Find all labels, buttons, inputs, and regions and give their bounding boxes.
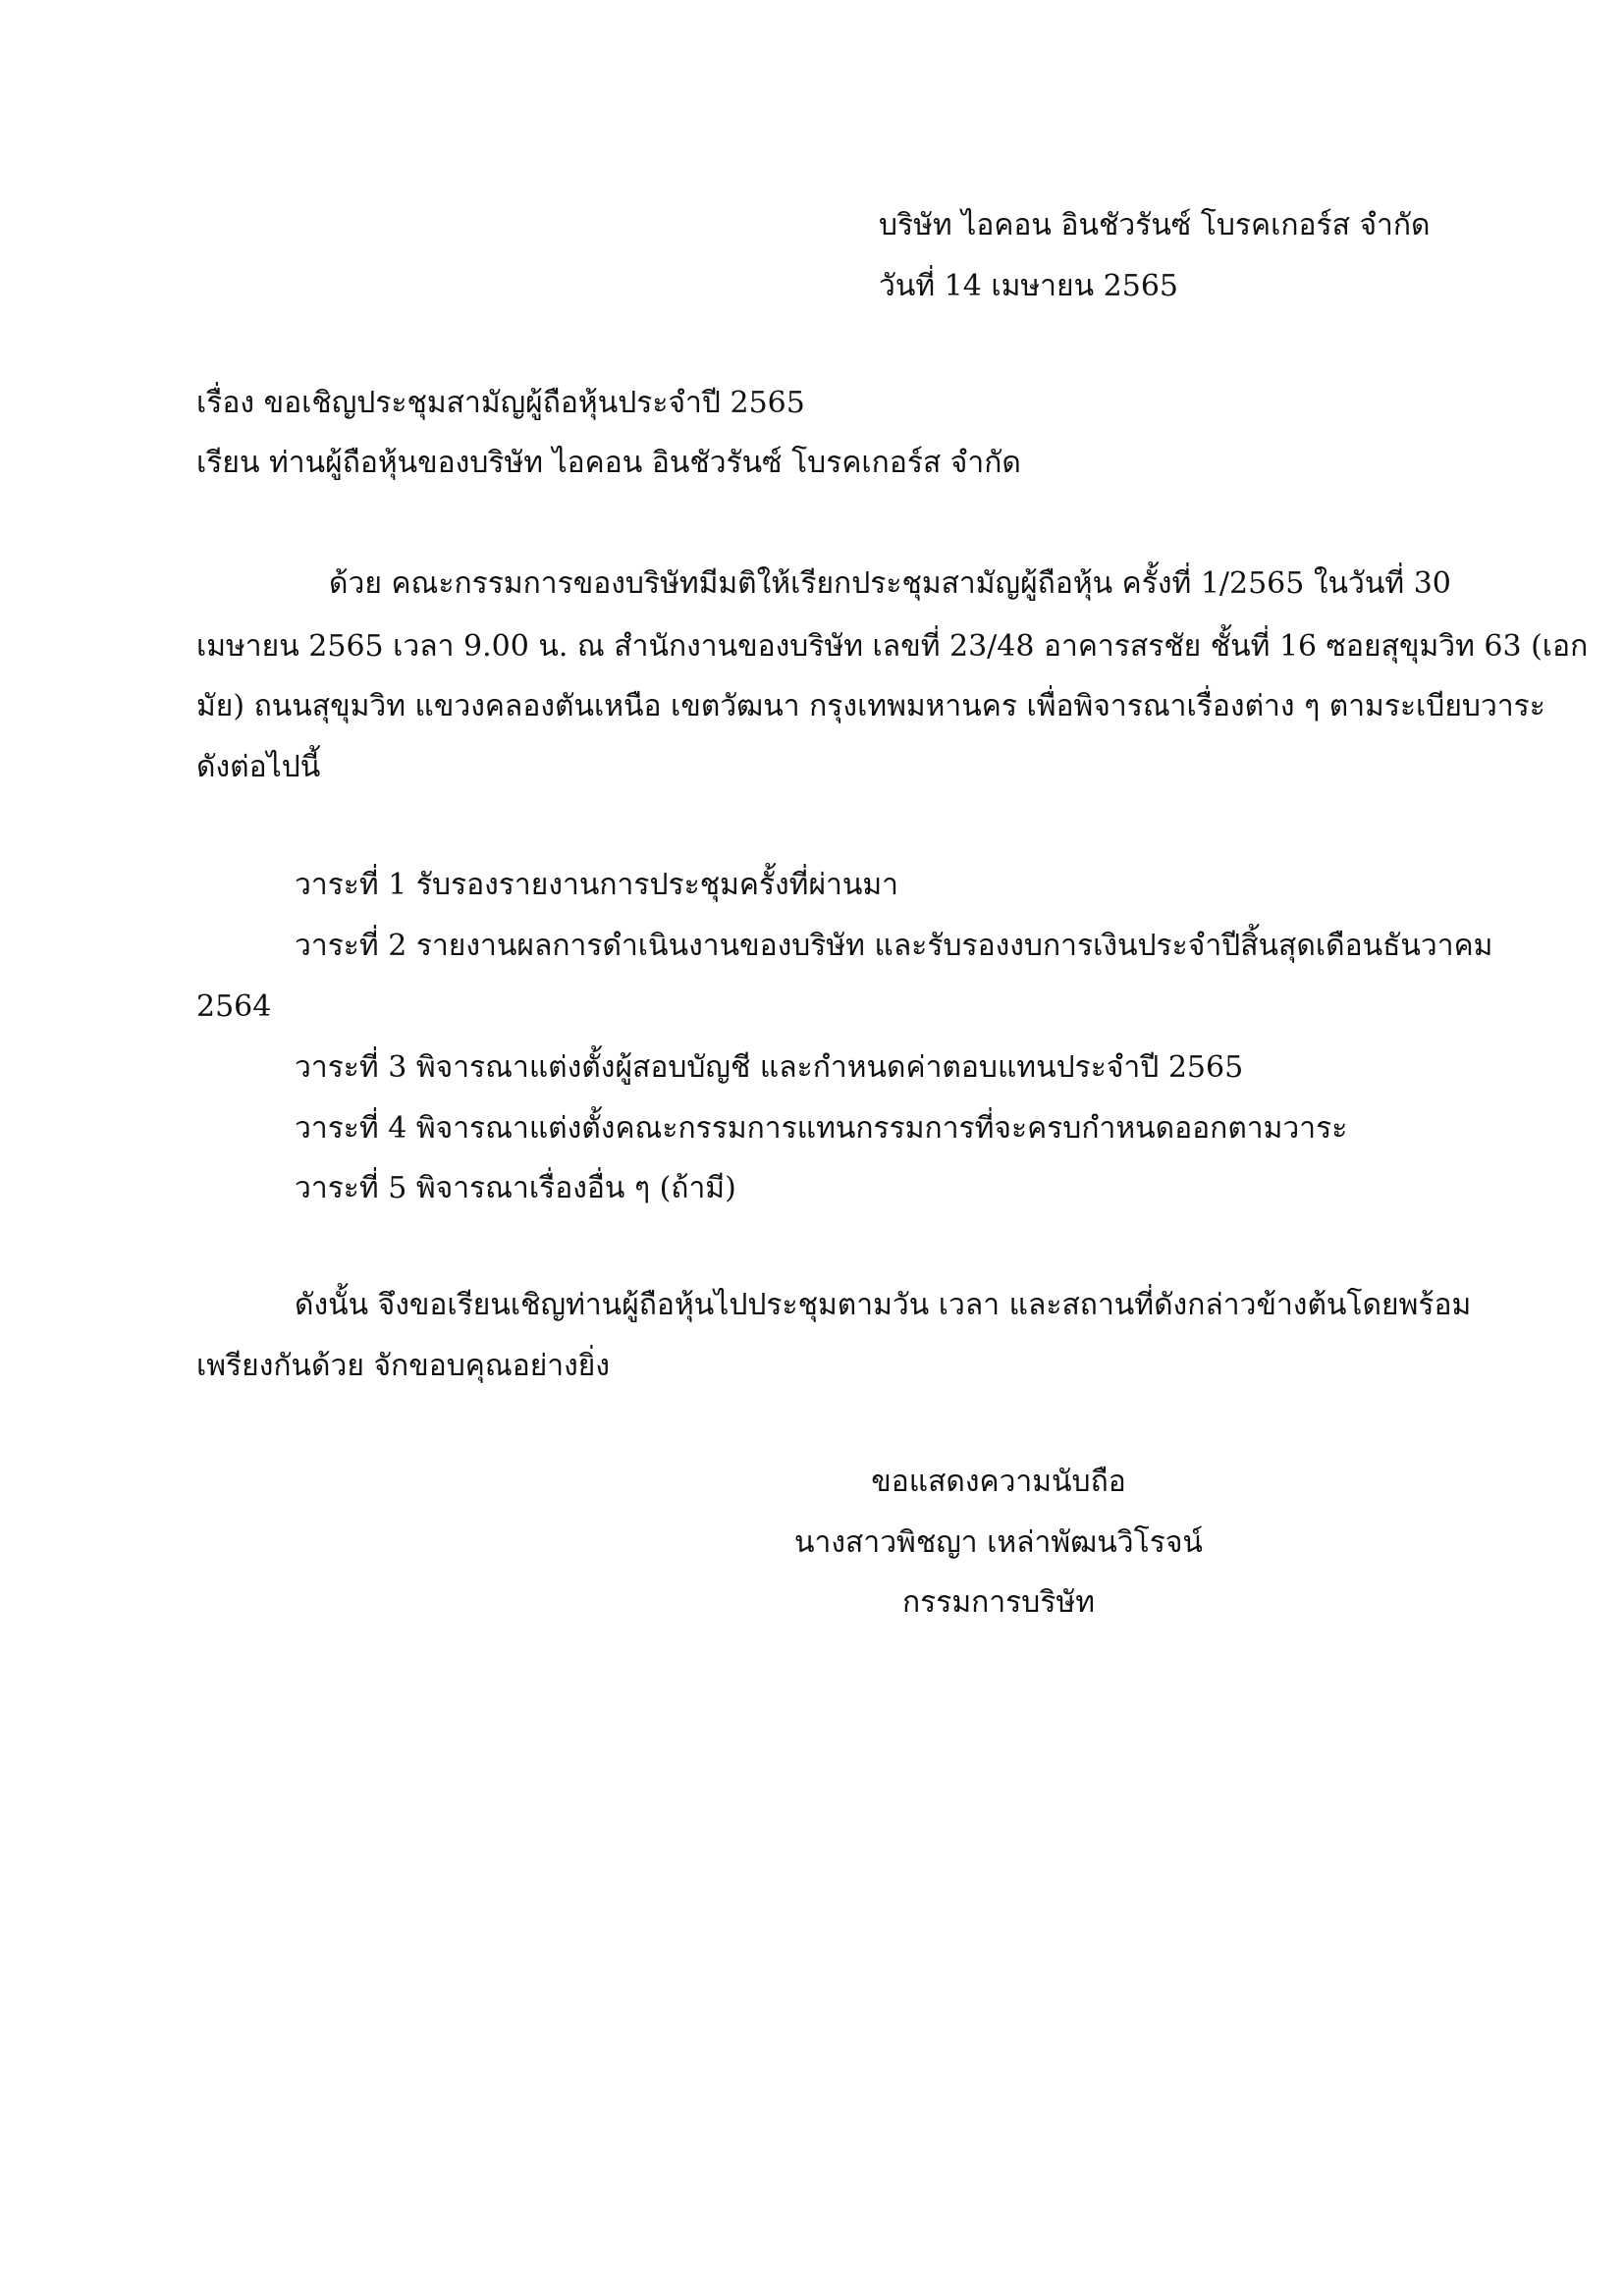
company-name-header: บริษัท ไอคอน อินชัวรันซ์ โบรคเกอร์ส จำกัด (879, 208, 1431, 242)
agenda-item-4: วาระที่ 4 พิจารณาแต่งตั้งคณะกรรมการแทนกรรมการที่จะครบกำหนดออกตามวาระ (295, 1111, 1348, 1146)
subject-line: เรื่อง ขอเชิญประชุมสามัญผู้ถือหุ้นประจำปี 2565 (196, 386, 805, 420)
agenda-item-1: วาระที่ 1 รับรองรายงานการประชุมครั้งที่ผ่านมา (295, 868, 899, 902)
body-paragraph-line-4: ดังต่อไปนี้ (196, 750, 321, 784)
agenda-item-5: วาระที่ 5 พิจารณาเรื่องอื่น ๆ (ถ้ามี) (295, 1171, 736, 1205)
signatory-name: นางสาวพิชญา เหล่าพัฒนวิโรจน์ (794, 1525, 1203, 1560)
body-paragraph-line-3: มัย) ถนนสุขุมวิท แขวงคลองตันเหนือ เขตวัฒนา กรุงเทพมหานคร เพื่อพิจารณาเรื่องต่าง ๆ ตามระเบียบวาระ (196, 689, 1545, 723)
agenda-item-2: วาระที่ 2 รายงานผลการดำเนินงานของบริษัท และรับรองงบการเงินประจำปีสิ้นสุดเดือนธันวาคม (295, 929, 1493, 963)
agenda-item-2-continuation: 2564 (196, 989, 272, 1024)
agenda-item-3: วาระที่ 3 พิจารณาแต่งตั้งผู้สอบบัญชี และกำหนดค่าตอบแทนประจำปี 2565 (295, 1050, 1244, 1085)
body-paragraph-line-2: เมษายน 2565 เวลา 9.00 น. ณ สำนักงานของบริษัท เลขที่ 23/48 อาคารสรชัย ชั้นที่ 16 ซอยสุขุมวิท 63 (เอก (196, 629, 1589, 664)
letter-date: วันที่ 14 เมษายน 2565 (879, 269, 1178, 303)
recipient-line: เรียน ท่านผู้ถือหุ้นของบริษัท ไอคอน อินชัวรันซ์ โบรคเกอร์ส จำกัด (196, 446, 1021, 480)
body-paragraph-line-1: ด้วย คณะกรรมการของบริษัทมีมติให้เรียกประชุมสามัญผู้ถือหุ้น ครั้งที่ 1/2565 ในวันที่ 30 (329, 566, 1451, 601)
closing-paragraph-line-1: ดังนั้น จึงขอเรียนเชิญท่านผู้ถือหุ้นไปประชุมตามวัน เวลา และสถานที่ดังกล่าวข้างต้นโดยพร้อม (295, 1288, 1472, 1322)
signature-regards: ขอแสดงความนับถือ (871, 1465, 1126, 1499)
signatory-title: กรรมการบริษัท (902, 1585, 1095, 1620)
closing-paragraph-line-2: เพรียงกันด้วย จักขอบคุณอย่างยิ่ง (196, 1349, 611, 1383)
